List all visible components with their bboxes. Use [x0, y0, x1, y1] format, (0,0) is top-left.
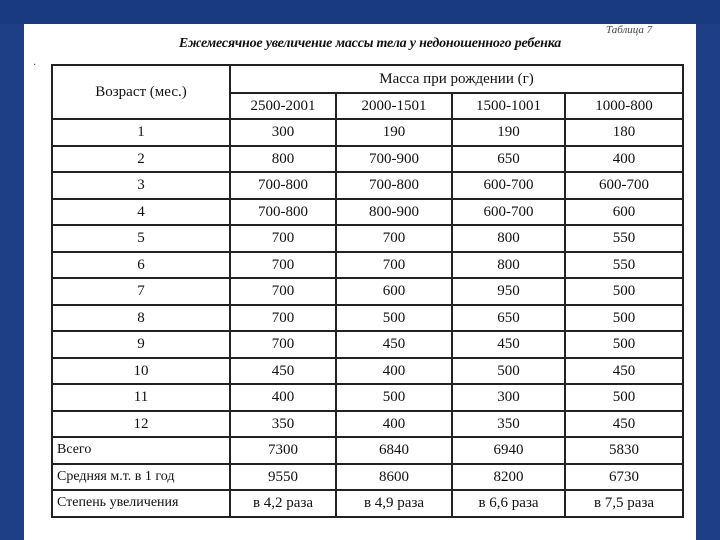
scan-speck: ·	[33, 60, 37, 71]
birth-weight-group-header: Масса при рождении (г)	[230, 65, 683, 93]
value-cell: 600-700	[565, 172, 683, 199]
value-cell: 800	[452, 225, 565, 252]
age-cell: 7	[52, 278, 230, 305]
summary-label-cell: Средняя м.т. в 1 год	[52, 464, 230, 491]
table-row	[52, 172, 683, 199]
value-cell: 450	[230, 358, 336, 385]
value-cell: 700-800	[336, 172, 452, 199]
value-cell: 700-900	[336, 146, 452, 173]
value-cell: 700	[230, 331, 336, 358]
value-cell: 600-700	[452, 172, 565, 199]
column-header: 2500-2001	[230, 93, 336, 119]
value-cell: 700	[230, 278, 336, 305]
value-cell: 600-700	[452, 199, 565, 226]
table-row	[52, 331, 683, 358]
value-cell: 500	[336, 384, 452, 411]
age-cell: 1	[52, 119, 230, 146]
value-cell: 500	[565, 305, 683, 332]
summary-value-cell: 8600	[336, 464, 452, 491]
summary-value-cell: 9550	[230, 464, 336, 491]
header-row-group	[52, 65, 683, 93]
value-cell: 500	[452, 358, 565, 385]
summary-value-cell: в 4,2 раза	[230, 490, 336, 517]
summary-value-cell: 6840	[336, 437, 452, 464]
summary-value-cell: 6940	[452, 437, 565, 464]
age-cell: 2	[52, 146, 230, 173]
value-cell: 350	[230, 411, 336, 438]
value-cell: 300	[452, 384, 565, 411]
summary-value-cell: в 6,6 раза	[452, 490, 565, 517]
summary-row	[52, 437, 683, 464]
summary-value-cell: в 4,9 раза	[336, 490, 452, 517]
table-row	[52, 384, 683, 411]
value-cell: 700	[230, 252, 336, 279]
summary-row	[52, 464, 683, 491]
value-cell: 800-900	[336, 199, 452, 226]
age-cell: 5	[52, 225, 230, 252]
age-cell: 12	[52, 411, 230, 438]
summary-row	[52, 490, 683, 517]
value-cell: 450	[336, 331, 452, 358]
value-cell: 800	[452, 252, 565, 279]
value-cell: 190	[336, 119, 452, 146]
value-cell: 450	[565, 411, 683, 438]
age-column-header: Возраст (мес.)	[52, 65, 230, 119]
value-cell: 300	[230, 119, 336, 146]
summary-label-cell: Степень увеличения	[52, 490, 230, 517]
value-cell: 450	[452, 331, 565, 358]
value-cell: 650	[452, 305, 565, 332]
value-cell: 500	[565, 331, 683, 358]
table-row	[52, 358, 683, 385]
summary-label-cell: Всего	[52, 437, 230, 464]
value-cell: 700	[230, 305, 336, 332]
table-row	[52, 305, 683, 332]
value-cell: 700	[336, 225, 452, 252]
age-cell: 8	[52, 305, 230, 332]
value-cell: 700-800	[230, 172, 336, 199]
summary-value-cell: 8200	[452, 464, 565, 491]
age-cell: 9	[52, 331, 230, 358]
value-cell: 700	[230, 225, 336, 252]
slide-top-band	[0, 0, 720, 24]
table-row	[52, 119, 683, 146]
table-row	[52, 199, 683, 226]
value-cell: 400	[565, 146, 683, 173]
value-cell: 500	[336, 305, 452, 332]
value-cell: 400	[336, 411, 452, 438]
summary-value-cell: в 7,5 раза	[565, 490, 683, 517]
column-header: 1500-1001	[452, 93, 565, 119]
value-cell: 180	[565, 119, 683, 146]
table-title: Ежемесячное увеличение массы тела у недоношенного ребенка	[178, 36, 562, 51]
summary-value-cell: 7300	[230, 437, 336, 464]
value-cell: 950	[452, 278, 565, 305]
value-cell: 550	[565, 225, 683, 252]
age-cell: 11	[52, 384, 230, 411]
age-cell: 3	[52, 172, 230, 199]
table-row	[52, 225, 683, 252]
value-cell: 650	[452, 146, 565, 173]
value-cell: 450	[565, 358, 683, 385]
age-cell: 4	[52, 199, 230, 226]
value-cell: 800	[230, 146, 336, 173]
table-row	[52, 146, 683, 173]
table-row	[52, 252, 683, 279]
value-cell: 600	[336, 278, 452, 305]
column-header: 1000-800	[565, 93, 683, 119]
age-cell: 6	[52, 252, 230, 279]
summary-value-cell: 5830	[565, 437, 683, 464]
summary-value-cell: 6730	[565, 464, 683, 491]
value-cell: 500	[565, 278, 683, 305]
table-row	[52, 278, 683, 305]
column-header: 2000-1501	[336, 93, 452, 119]
value-cell: 700-800	[230, 199, 336, 226]
value-cell: 400	[336, 358, 452, 385]
age-cell: 10	[52, 358, 230, 385]
value-cell: 600	[565, 199, 683, 226]
value-cell: 700	[336, 252, 452, 279]
value-cell: 400	[230, 384, 336, 411]
value-cell: 350	[452, 411, 565, 438]
value-cell: 190	[452, 119, 565, 146]
value-cell: 500	[565, 384, 683, 411]
table-row	[52, 411, 683, 438]
weight-gain-table	[51, 64, 684, 518]
table-number-note: Таблица 7	[606, 24, 653, 36]
value-cell: 550	[565, 252, 683, 279]
